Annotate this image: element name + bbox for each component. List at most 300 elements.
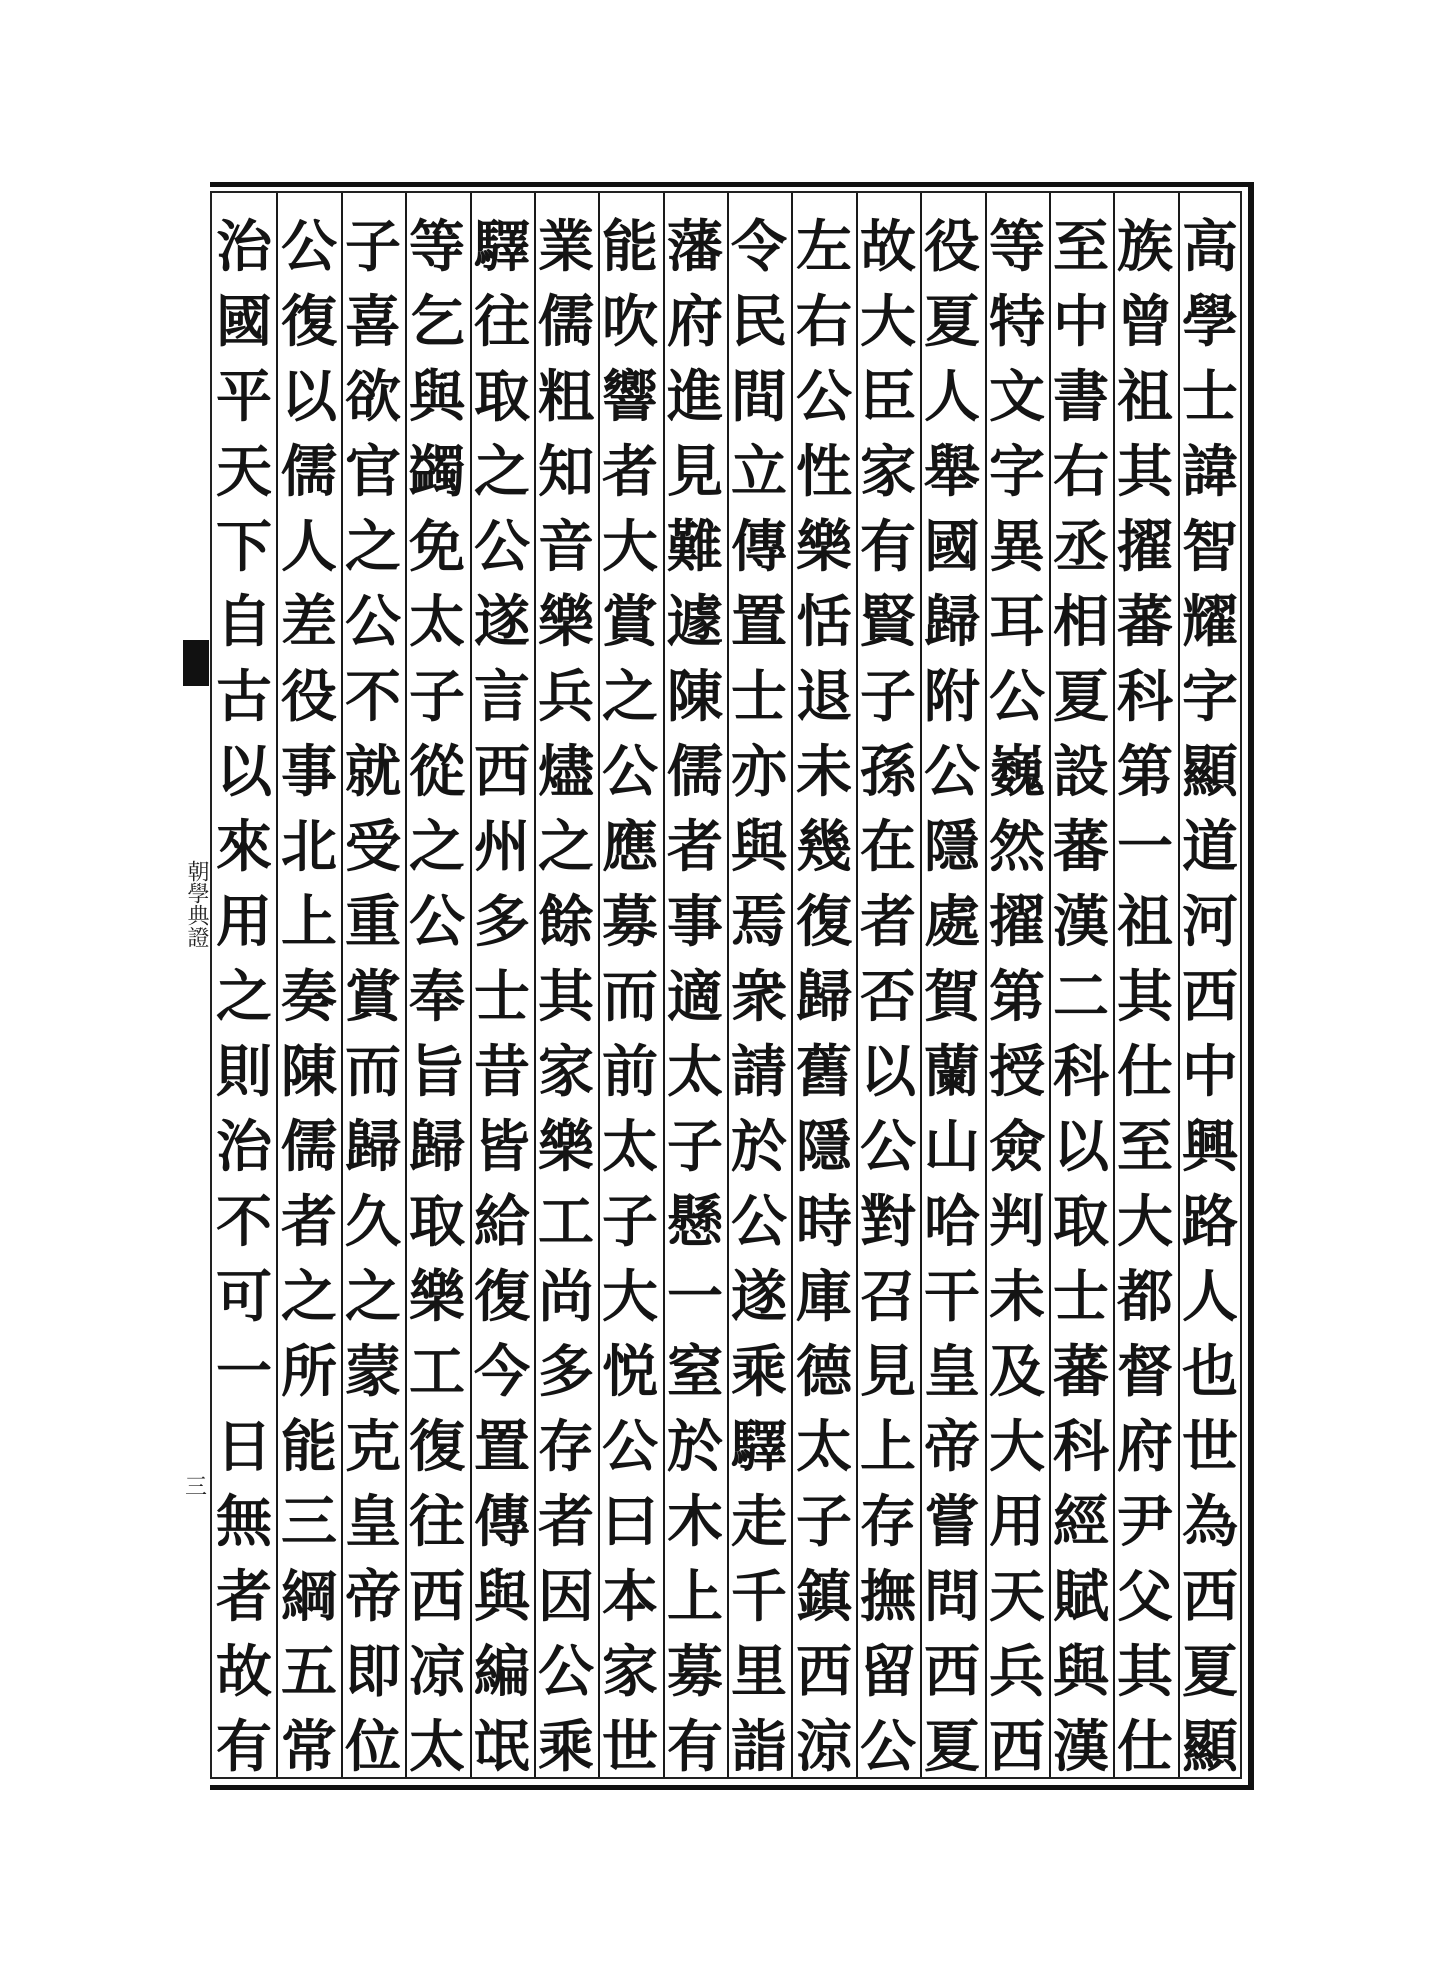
character: 有 <box>216 1714 272 1780</box>
character: 進 <box>667 364 723 430</box>
character: 奏 <box>281 964 337 1030</box>
character: 州 <box>474 814 530 880</box>
character: 等 <box>409 214 465 280</box>
character: 未 <box>796 739 852 805</box>
character: 世 <box>602 1714 658 1780</box>
column-rule <box>663 193 665 1777</box>
character: 嘗 <box>924 1489 980 1555</box>
character: 不 <box>345 664 401 730</box>
column-rule <box>470 193 472 1777</box>
character: 所 <box>281 1339 337 1405</box>
character: 業 <box>538 214 594 280</box>
character: 西 <box>989 1714 1045 1780</box>
character: 北 <box>281 814 337 880</box>
character: 公 <box>345 589 401 655</box>
character: 響 <box>602 364 658 430</box>
character: 鎮 <box>796 1564 852 1630</box>
character: 公 <box>474 514 530 580</box>
character: 皇 <box>924 1339 980 1405</box>
character: 役 <box>924 214 980 280</box>
character: 以 <box>1053 1114 1109 1180</box>
character: 公 <box>924 739 980 805</box>
character: 蕃 <box>1053 814 1109 880</box>
character: 國 <box>216 289 272 355</box>
character: 免 <box>409 514 465 580</box>
character: 於 <box>667 1414 723 1480</box>
character: 應 <box>602 814 658 880</box>
character: 上 <box>860 1414 916 1480</box>
character: 取 <box>474 364 530 430</box>
character: 異 <box>989 514 1045 580</box>
character: 事 <box>667 889 723 955</box>
character: 太 <box>409 589 465 655</box>
character: 臣 <box>860 364 916 430</box>
character: 人 <box>1182 1264 1238 1330</box>
character: 復 <box>796 889 852 955</box>
character: 取 <box>409 1189 465 1255</box>
character: 平 <box>216 364 272 430</box>
character: 科 <box>1053 1039 1109 1105</box>
character: 千 <box>731 1564 787 1630</box>
text-column <box>533 210 599 1780</box>
character: 公 <box>602 1414 658 1480</box>
character: 公 <box>538 1639 594 1705</box>
text-column <box>726 210 792 1780</box>
character: 令 <box>731 214 787 280</box>
character: 公 <box>731 1189 787 1255</box>
character: 尚 <box>538 1264 594 1330</box>
character: 祖 <box>1117 364 1173 430</box>
character: 傳 <box>731 514 787 580</box>
character: 公 <box>409 889 465 955</box>
character: 中 <box>1053 289 1109 355</box>
character: 奉 <box>409 964 465 1030</box>
character: 悦 <box>602 1339 658 1405</box>
character: 日 <box>216 1414 272 1480</box>
character: 用 <box>216 889 272 955</box>
character: 募 <box>667 1639 723 1705</box>
character: 科 <box>1053 1414 1109 1480</box>
character: 顯 <box>1182 1714 1238 1780</box>
character: 於 <box>731 1114 787 1180</box>
character: 有 <box>860 514 916 580</box>
character: 尹 <box>1117 1489 1173 1555</box>
character: 有 <box>667 1714 723 1780</box>
character: 見 <box>667 439 723 505</box>
column-rule <box>1178 193 1180 1777</box>
character: 其 <box>1117 964 1173 1030</box>
character: 懸 <box>667 1189 723 1255</box>
character: 公 <box>281 214 337 280</box>
character: 處 <box>924 889 980 955</box>
character: 興 <box>1182 1114 1238 1180</box>
character: 也 <box>1182 1339 1238 1405</box>
character: 西 <box>474 739 530 805</box>
character: 西 <box>1182 1564 1238 1630</box>
character: 粗 <box>538 364 594 430</box>
margin-title-text: 朝學典證 <box>184 860 209 948</box>
character: 可 <box>216 1264 272 1330</box>
character: 大 <box>1117 1189 1173 1255</box>
character: 衆 <box>731 964 787 1030</box>
character: 歸 <box>409 1114 465 1180</box>
character: 附 <box>924 664 980 730</box>
character: 募 <box>602 889 658 955</box>
character: 大 <box>602 1264 658 1330</box>
character: 之 <box>474 439 530 505</box>
character: 以 <box>281 364 337 430</box>
text-column <box>791 210 857 1780</box>
character: 西 <box>796 1639 852 1705</box>
character: 家 <box>538 1039 594 1105</box>
character: 之 <box>216 964 272 1030</box>
character: 驛 <box>731 1414 787 1480</box>
text-column <box>340 210 406 1780</box>
character: 子 <box>860 664 916 730</box>
character: 都 <box>1117 1264 1173 1330</box>
character: 河 <box>1182 889 1238 955</box>
character: 設 <box>1053 739 1109 805</box>
character: 陳 <box>281 1039 337 1105</box>
character: 蕃 <box>1117 589 1173 655</box>
character: 右 <box>796 289 852 355</box>
character: 故 <box>216 1639 272 1705</box>
character: 太 <box>409 1714 465 1780</box>
character: 天 <box>216 439 272 505</box>
character: 兵 <box>538 664 594 730</box>
character: 民 <box>731 289 787 355</box>
character: 子 <box>409 664 465 730</box>
character: 等 <box>989 214 1045 280</box>
column-rule <box>341 193 343 1777</box>
character: 涼 <box>796 1714 852 1780</box>
character: 復 <box>409 1414 465 1480</box>
character: 樂 <box>796 514 852 580</box>
character: 克 <box>345 1414 401 1480</box>
character: 文 <box>989 364 1045 430</box>
character: 第 <box>1117 739 1173 805</box>
character: 治 <box>216 214 272 280</box>
character: 取 <box>1053 1189 1109 1255</box>
character: 編 <box>474 1639 530 1705</box>
character: 即 <box>345 1639 401 1705</box>
character: 驛 <box>474 214 530 280</box>
character: 太 <box>796 1414 852 1480</box>
character: 傳 <box>474 1489 530 1555</box>
character: 旨 <box>409 1039 465 1105</box>
character: 多 <box>474 889 530 955</box>
character: 與 <box>1053 1639 1109 1705</box>
character: 乘 <box>538 1714 594 1780</box>
character: 事 <box>281 739 337 805</box>
character: 欲 <box>345 364 401 430</box>
character: 漢 <box>1053 889 1109 955</box>
character: 山 <box>924 1114 980 1180</box>
character: 就 <box>345 739 401 805</box>
character: 舉 <box>924 439 980 505</box>
character: 公 <box>602 739 658 805</box>
character: 重 <box>345 889 401 955</box>
character: 干 <box>924 1264 980 1330</box>
character: 否 <box>860 964 916 1030</box>
character: 官 <box>345 439 401 505</box>
character: 幾 <box>796 814 852 880</box>
character: 夏 <box>924 289 980 355</box>
character: 父 <box>1117 1564 1173 1630</box>
character: 賀 <box>924 964 980 1030</box>
character: 中 <box>1182 1039 1238 1105</box>
character: 三 <box>281 1489 337 1555</box>
character: 乘 <box>731 1339 787 1405</box>
page-margin <box>182 182 210 1790</box>
character: 往 <box>409 1489 465 1555</box>
character: 者 <box>281 1189 337 1255</box>
character: 久 <box>345 1189 401 1255</box>
character: 舊 <box>796 1039 852 1105</box>
character: 子 <box>345 214 401 280</box>
character: 隱 <box>924 814 980 880</box>
character: 庫 <box>796 1264 852 1330</box>
character: 經 <box>1053 1489 1109 1555</box>
character: 子 <box>602 1189 658 1255</box>
character: 則 <box>216 1039 272 1105</box>
character: 受 <box>345 814 401 880</box>
character: 曰 <box>602 1489 658 1555</box>
character: 授 <box>989 1039 1045 1105</box>
character: 祖 <box>1117 889 1173 955</box>
column-rule <box>856 193 858 1777</box>
character: 位 <box>345 1714 401 1780</box>
text-column <box>404 210 470 1780</box>
character: 公 <box>860 1114 916 1180</box>
character: 者 <box>860 889 916 955</box>
column-rule <box>1113 193 1115 1777</box>
character: 不 <box>216 1189 272 1255</box>
text-column <box>984 210 1050 1780</box>
character: 公 <box>860 1714 916 1780</box>
text-column <box>597 210 663 1780</box>
character: 用 <box>989 1489 1045 1555</box>
character: 判 <box>989 1189 1045 1255</box>
character: 兵 <box>989 1639 1045 1705</box>
character: 學 <box>1182 289 1238 355</box>
character: 仕 <box>1117 1039 1173 1105</box>
character: 工 <box>409 1339 465 1405</box>
character: 一 <box>1117 814 1173 880</box>
character: 上 <box>667 1564 723 1630</box>
character: 時 <box>796 1189 852 1255</box>
character: 能 <box>281 1414 337 1480</box>
character: 與 <box>474 1564 530 1630</box>
character: 退 <box>796 664 852 730</box>
character: 自 <box>216 589 272 655</box>
character: 前 <box>602 1039 658 1105</box>
character: 來 <box>216 814 272 880</box>
character: 昔 <box>474 1039 530 1105</box>
character: 上 <box>281 889 337 955</box>
character: 家 <box>860 439 916 505</box>
character: 木 <box>667 1489 723 1555</box>
character: 里 <box>731 1639 787 1705</box>
character: 工 <box>538 1189 594 1255</box>
character: 立 <box>731 439 787 505</box>
character: 之 <box>345 1264 401 1330</box>
character: 亦 <box>731 739 787 805</box>
character: 知 <box>538 439 594 505</box>
text-column <box>1112 210 1178 1780</box>
character: 問 <box>924 1564 980 1630</box>
character: 以 <box>860 1039 916 1105</box>
character: 樂 <box>409 1264 465 1330</box>
character: 而 <box>602 964 658 1030</box>
character: 燼 <box>538 739 594 805</box>
character: 路 <box>1182 1189 1238 1255</box>
column-rule <box>920 193 922 1777</box>
character: 遽 <box>667 589 723 655</box>
character: 因 <box>538 1564 594 1630</box>
character: 諱 <box>1182 439 1238 505</box>
character: 往 <box>474 289 530 355</box>
character: 難 <box>667 514 723 580</box>
column-rule <box>727 193 729 1777</box>
character: 與 <box>409 364 465 430</box>
character: 能 <box>602 214 658 280</box>
margin-book-title <box>184 860 208 948</box>
character: 大 <box>860 289 916 355</box>
character: 其 <box>1117 439 1173 505</box>
character: 者 <box>667 814 723 880</box>
character: 見 <box>860 1339 916 1405</box>
character: 顯 <box>1182 739 1238 805</box>
character: 夏 <box>924 1714 980 1780</box>
character: 字 <box>1182 664 1238 730</box>
character: 之 <box>281 1264 337 1330</box>
character: 一 <box>667 1264 723 1330</box>
character: 耀 <box>1182 589 1238 655</box>
character: 皇 <box>345 1489 401 1555</box>
character: 人 <box>924 364 980 430</box>
character: 儒 <box>281 1114 337 1180</box>
text-column <box>211 210 277 1780</box>
character: 本 <box>602 1564 658 1630</box>
character: 陳 <box>667 664 723 730</box>
character: 皆 <box>474 1114 530 1180</box>
character: 音 <box>538 514 594 580</box>
character: 留 <box>860 1639 916 1705</box>
character: 乞 <box>409 289 465 355</box>
character: 一 <box>216 1339 272 1405</box>
character: 左 <box>796 214 852 280</box>
character: 太 <box>667 1039 723 1105</box>
character: 之 <box>345 514 401 580</box>
character: 者 <box>602 439 658 505</box>
character: 綱 <box>281 1564 337 1630</box>
character: 夏 <box>1053 664 1109 730</box>
page-number: 三 <box>185 1475 208 1500</box>
character: 士 <box>1182 364 1238 430</box>
character: 府 <box>1117 1414 1173 1480</box>
character: 族 <box>1117 214 1173 280</box>
character: 給 <box>474 1189 530 1255</box>
character: 樂 <box>538 1114 594 1180</box>
character: 役 <box>281 664 337 730</box>
character: 蕃 <box>1053 1339 1109 1405</box>
character: 歸 <box>924 589 980 655</box>
character: 西 <box>409 1564 465 1630</box>
character: 蠲 <box>409 439 465 505</box>
character: 喜 <box>345 289 401 355</box>
character: 差 <box>281 589 337 655</box>
text-column <box>276 210 342 1780</box>
character: 哈 <box>924 1189 980 1255</box>
character: 擢 <box>1117 514 1173 580</box>
character: 巍 <box>989 739 1045 805</box>
character: 世 <box>1182 1414 1238 1480</box>
character: 夏 <box>1182 1639 1238 1705</box>
character: 治 <box>216 1114 272 1180</box>
character: 未 <box>989 1264 1045 1330</box>
character: 公 <box>796 364 852 430</box>
character: 仕 <box>1117 1714 1173 1780</box>
column-rule <box>598 193 600 1777</box>
character: 以 <box>216 739 272 805</box>
character: 大 <box>989 1414 1045 1480</box>
character: 國 <box>924 514 980 580</box>
character: 走 <box>731 1489 787 1555</box>
character: 府 <box>667 289 723 355</box>
character: 大 <box>602 514 658 580</box>
character: 公 <box>989 664 1045 730</box>
character: 賦 <box>1053 1564 1109 1630</box>
character: 間 <box>731 364 787 430</box>
character: 子 <box>667 1114 723 1180</box>
column-rule <box>534 193 536 1777</box>
character: 者 <box>538 1489 594 1555</box>
character: 儒 <box>281 439 337 505</box>
character: 餘 <box>538 889 594 955</box>
character: 樂 <box>538 589 594 655</box>
character: 置 <box>731 589 787 655</box>
character: 丞 <box>1053 514 1109 580</box>
character: 帝 <box>924 1414 980 1480</box>
character: 西 <box>924 1639 980 1705</box>
character: 然 <box>989 814 1045 880</box>
character: 歸 <box>796 964 852 1030</box>
text-column <box>1048 210 1114 1780</box>
character: 子 <box>796 1489 852 1555</box>
character: 召 <box>860 1264 916 1330</box>
character: 從 <box>409 739 465 805</box>
character: 帝 <box>345 1564 401 1630</box>
text-column <box>919 210 985 1780</box>
character: 存 <box>538 1414 594 1480</box>
character: 督 <box>1117 1339 1173 1405</box>
character: 第 <box>989 964 1045 1030</box>
character: 漢 <box>1053 1714 1109 1780</box>
character: 及 <box>989 1339 1045 1405</box>
column-rule <box>1049 193 1051 1777</box>
character: 相 <box>1053 589 1109 655</box>
character: 與 <box>731 814 787 880</box>
character: 西 <box>1182 964 1238 1030</box>
character: 僉 <box>989 1114 1045 1180</box>
character: 凉 <box>409 1639 465 1705</box>
character: 高 <box>1182 214 1238 280</box>
character: 書 <box>1053 364 1109 430</box>
column-rule <box>791 193 793 1777</box>
character: 太 <box>602 1114 658 1180</box>
column-rule <box>985 193 987 1777</box>
